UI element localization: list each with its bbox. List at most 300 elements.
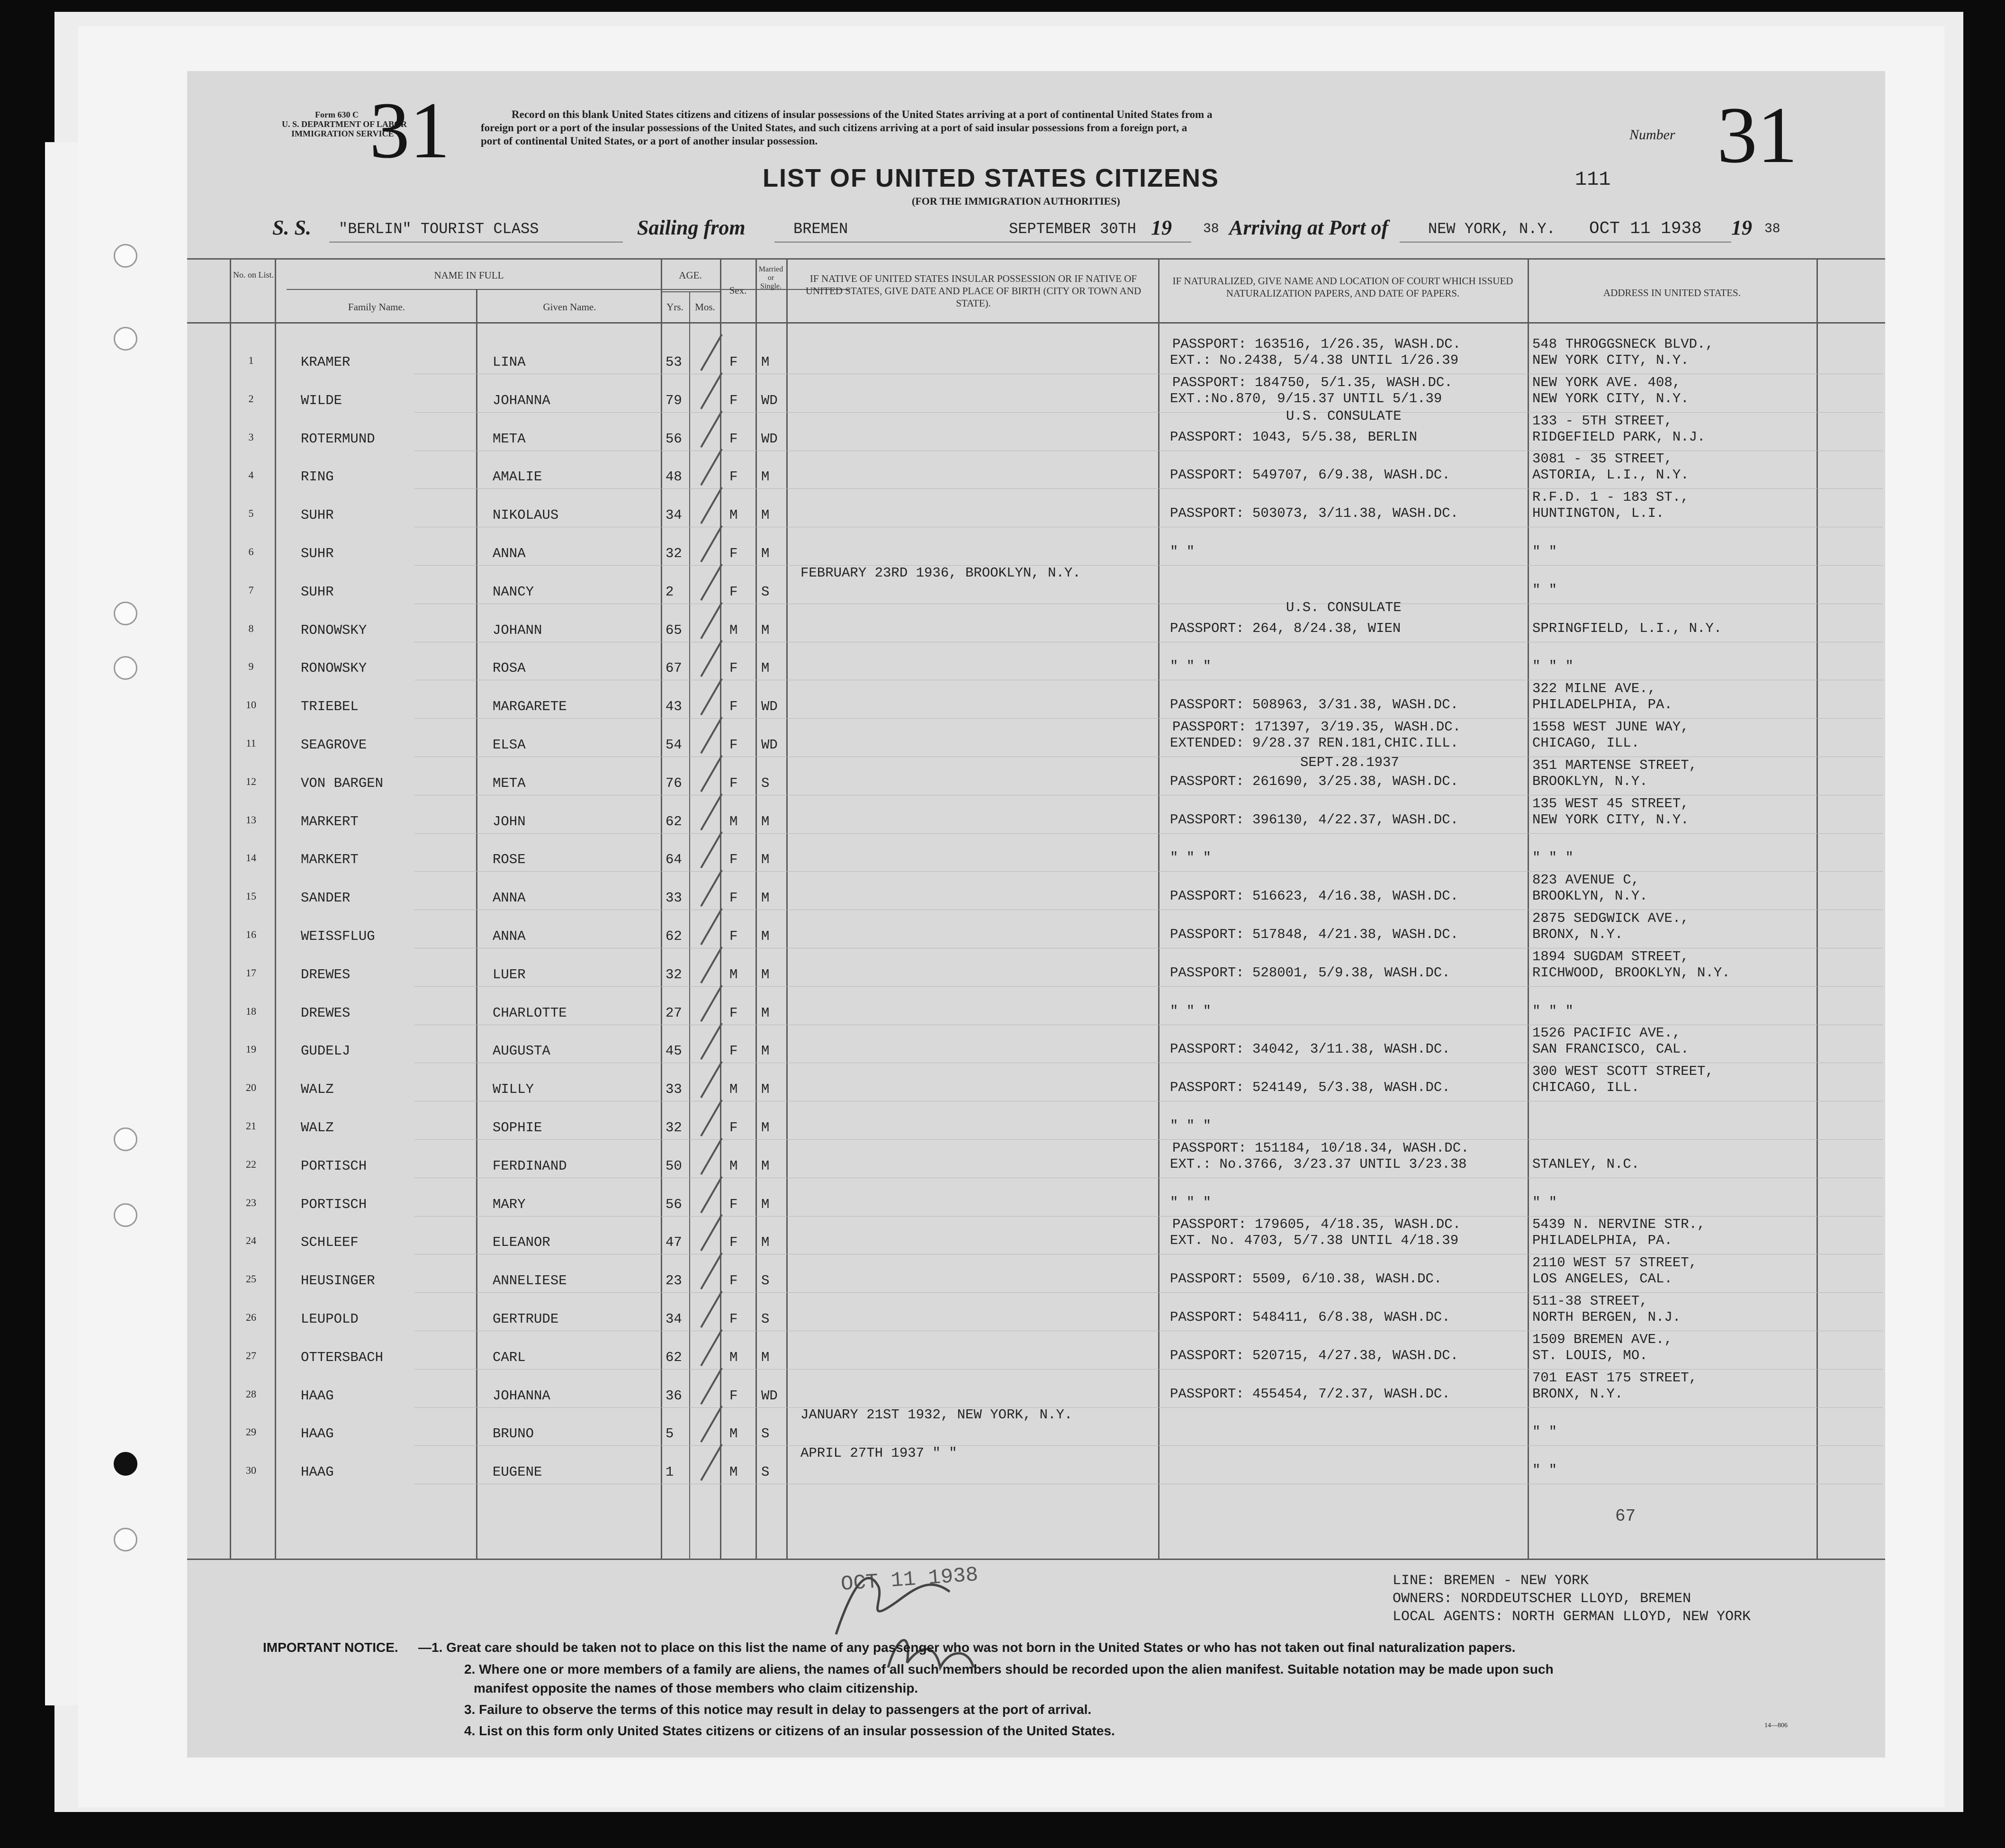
check-mark — [700, 372, 722, 409]
sex: M — [729, 966, 738, 983]
age-years: 62 — [665, 813, 682, 829]
given-name: NIKOLAUS — [493, 507, 559, 523]
table-row — [187, 1293, 1885, 1331]
row-number: 17 — [246, 966, 256, 979]
binder-hole — [114, 1452, 137, 1476]
naturalization-line-2: EXT.:No.870, 9/15.37 UNTIL 5/1.39 — [1170, 390, 1442, 406]
sex: F — [729, 1005, 738, 1021]
check-mark — [700, 1444, 722, 1481]
marital-status: WD — [761, 431, 778, 447]
address-line-2: " " " — [1532, 1003, 1574, 1019]
check-mark — [700, 1138, 722, 1175]
arriving-date: OCT 11 1938 — [1589, 219, 1702, 238]
sex: M — [729, 507, 738, 523]
table-row — [187, 1255, 1885, 1293]
sailing-date: SEPTEMBER 30TH — [1009, 220, 1136, 238]
check-mark — [700, 1329, 722, 1366]
address-line-1: R.F.D. 1 - 183 ST., — [1532, 489, 1689, 505]
check-mark — [700, 525, 722, 562]
row-number: 15 — [246, 890, 256, 902]
address-line-1: 701 EAST 175 STREET, — [1532, 1370, 1698, 1386]
family-name: VON BARGEN — [301, 775, 384, 791]
address-line-2: SPRINGFIELD, L.I., N.Y. — [1532, 620, 1722, 636]
row-number: 12 — [246, 775, 256, 787]
naturalization-line-2: PASSPORT: 517848, 4/21.38, WASH.DC. — [1170, 927, 1459, 942]
col-age: AGE. — [679, 270, 702, 281]
address-line-1: 548 THROGGSNECK BLVD., — [1532, 336, 1714, 352]
check-mark — [700, 678, 722, 715]
col-yrs: Yrs. — [666, 301, 683, 313]
passenger-count: 67 — [1615, 1506, 1636, 1526]
age-years: 53 — [665, 354, 682, 370]
family-name: RONOWSKY — [301, 660, 367, 676]
check-mark — [700, 334, 722, 371]
check-mark — [700, 1406, 722, 1442]
sex: F — [729, 1388, 738, 1404]
naturalization-line-2: " " " — [1170, 1003, 1212, 1019]
table-row — [187, 834, 1885, 872]
row-number: 10 — [246, 699, 256, 711]
naturalization-line-2: EXTENDED: 9/28.37 REN.181,CHIC.ILL. — [1170, 735, 1459, 751]
row-number: 3 — [248, 431, 254, 443]
table-row — [187, 336, 1885, 374]
age-years: 33 — [665, 890, 682, 906]
given-name: BRUNO — [493, 1426, 534, 1442]
table-row — [187, 1408, 1885, 1446]
sex: M — [729, 813, 738, 829]
given-name: CHARLOTTE — [493, 1005, 567, 1021]
notice-3: 3. Failure to observe the terms of this notice may result in delay to passengers at the port of arrival. — [464, 1702, 1092, 1717]
table-row — [187, 489, 1885, 527]
family-name: MARKERT — [301, 852, 359, 868]
address-line-2: ASTORIA, L.I., N.Y. — [1532, 467, 1689, 483]
marital-status: M — [761, 1082, 770, 1098]
given-name: META — [493, 431, 526, 447]
naturalization-line-1: PASSPORT: 163516, 1/26.35, WASH.DC. — [1172, 336, 1461, 352]
table-bottom-border — [187, 1559, 1885, 1560]
check-mark — [700, 487, 722, 524]
sex: F — [729, 737, 738, 753]
row-number: 23 — [246, 1196, 256, 1208]
naturalization-line-2: PASSPORT: 508963, 3/31.38, WASH.DC. — [1170, 697, 1459, 713]
sex: M — [729, 1426, 738, 1442]
sailing-year: 38 — [1203, 222, 1219, 236]
sex: M — [729, 1464, 738, 1480]
check-mark — [700, 449, 722, 486]
binder-hole — [114, 1203, 137, 1227]
row-number: 27 — [246, 1349, 256, 1361]
given-name: LUER — [493, 966, 526, 983]
table-row — [187, 1064, 1885, 1101]
table-row — [187, 719, 1885, 757]
check-mark — [700, 947, 722, 983]
address-line-1: 351 MARTENSE STREET, — [1532, 757, 1698, 773]
number-label: Number — [1629, 127, 1675, 143]
naturalization-line-2: PASSPORT: 520715, 4/27.38, WASH.DC. — [1170, 1347, 1459, 1363]
address-line-2: " " — [1532, 544, 1557, 559]
given-name: CARL — [493, 1349, 526, 1365]
check-mark — [700, 755, 722, 792]
address-line-1: 1894 SUGDAM STREET, — [1532, 948, 1689, 965]
binder-hole — [114, 1528, 137, 1551]
marital-status: M — [761, 1196, 770, 1212]
age-years: 2 — [665, 584, 674, 600]
sex: F — [729, 852, 738, 868]
table-row — [187, 1140, 1885, 1178]
sex: F — [729, 469, 738, 485]
given-name: META — [493, 775, 526, 791]
marital-status: M — [761, 929, 770, 944]
department: U. S. DEPARTMENT OF LABOR — [282, 119, 407, 129]
family-name: DREWES — [301, 966, 351, 983]
check-mark — [700, 1023, 722, 1060]
naturalization-line-2: PASSPORT: 455454, 7/2.37, WASH.DC. — [1170, 1386, 1450, 1402]
address-line-1: 3081 - 35 STREET, — [1532, 451, 1672, 467]
age-years: 32 — [665, 546, 682, 561]
naturalization-line-2: PASSPORT: 528001, 5/9.38, WASH.DC. — [1170, 965, 1450, 981]
address-line-1: 2875 SEDGWICK AVE., — [1532, 910, 1689, 926]
sex: F — [729, 890, 738, 906]
marital-status: WD — [761, 1388, 778, 1404]
check-mark — [700, 1253, 722, 1289]
col-birth: IF NATIVE OF UNITED STATES INSULAR POSSESSION OR IF NATIVE OF UNITED STATES, GIVE DATE AND PLACE OF BIRTH (CITY OR TOWN AND STATE). — [805, 273, 1142, 309]
address-line-1: 2110 WEST 57 STREET, — [1532, 1255, 1698, 1271]
marital-status: M — [761, 1120, 770, 1136]
check-mark — [700, 602, 722, 639]
check-mark — [700, 793, 722, 830]
address-line-1: 322 MILNE AVE., — [1532, 681, 1656, 697]
address-line-1: 1526 PACIFIC AVE., — [1532, 1025, 1681, 1041]
table-row — [187, 408, 1885, 451]
naturalization-line-2: EXT. No. 4703, 5/7.38 UNTIL 4/18.39 — [1170, 1233, 1459, 1249]
sex: F — [729, 546, 738, 561]
age-years: 76 — [665, 775, 682, 791]
marital-status: M — [761, 660, 770, 676]
table-row — [187, 754, 1885, 795]
arrival-stamp: OCT 11 1938 — [840, 1563, 979, 1597]
check-mark — [700, 1176, 722, 1213]
ss-label: S. S. — [272, 216, 311, 239]
table-row — [187, 528, 1885, 566]
naturalization-line-1: PASSPORT: 184750, 5/1.35, WASH.DC. — [1172, 374, 1453, 390]
row-number: 7 — [248, 584, 254, 596]
age-years: 50 — [665, 1158, 682, 1174]
binder-hole — [114, 656, 137, 680]
address-line-2: STANLEY, N.C. — [1532, 1156, 1640, 1172]
marital-status: WD — [761, 737, 778, 753]
family-name: RONOWSKY — [301, 622, 367, 638]
address-line-2: NEW YORK CITY, N.Y. — [1532, 390, 1689, 406]
birth-info: FEBRUARY 23RD 1936, BROOKLYN, N.Y. — [800, 565, 1081, 581]
marital-status: S — [761, 1426, 770, 1442]
row-number: 26 — [246, 1311, 256, 1323]
table-row — [187, 642, 1885, 680]
family-name: MARKERT — [301, 813, 359, 829]
age-years: 54 — [665, 737, 682, 753]
row-number: 29 — [246, 1426, 256, 1438]
given-name: JOHANNA — [493, 392, 550, 408]
table-row — [187, 681, 1885, 719]
print-code: 14—806 — [1764, 1722, 1788, 1729]
instruction-line: Record on this blank United States citizens and citizens of insular possessions of the United States arriving at a port of continental United States from a — [512, 108, 1213, 120]
row-number: 11 — [246, 737, 256, 749]
naturalization-line-2: " " — [1170, 544, 1195, 559]
service: IMMIGRATION SERVICE — [291, 129, 394, 138]
family-name: ROTERMUND — [301, 431, 375, 447]
col-mos: Mos. — [695, 301, 715, 313]
naturalization-line-2: PASSPORT: 516623, 4/16.38, WASH.DC. — [1170, 888, 1459, 904]
address-line-2: " " — [1532, 1462, 1557, 1478]
col-given-name: Given Name. — [543, 301, 596, 313]
table-row — [187, 796, 1885, 834]
number-extra: 111 — [1575, 168, 1611, 191]
naturalization-line-2: PASSPORT: 549707, 6/9.38, WASH.DC. — [1170, 467, 1450, 483]
family-name: HEUSINGER — [301, 1273, 375, 1289]
naturalization-line-2: " " " — [1170, 1194, 1212, 1210]
binder-hole — [114, 602, 137, 625]
row-number: 22 — [246, 1158, 256, 1170]
row-number: 20 — [246, 1082, 256, 1094]
marital-status: M — [761, 1235, 770, 1251]
naturalization-line-2: PASSPORT: 34042, 3/11.38, WASH.DC. — [1170, 1041, 1450, 1057]
marital-status: S — [761, 1273, 770, 1289]
instruction-line: port of continental United States, or a port of another insular possession. — [481, 135, 818, 147]
address-line-2: BROOKLYN, N.Y. — [1532, 888, 1648, 904]
address-line-1: 823 AVENUE C, — [1532, 872, 1640, 888]
table-row — [187, 451, 1885, 489]
given-name: GERTRUDE — [493, 1311, 559, 1327]
naturalization-line-1: U.S. CONSULATE — [1286, 408, 1402, 424]
age-years: 67 — [665, 660, 682, 676]
list-number-left: 31 — [369, 86, 450, 175]
notice-4: 4. List on this form only United States citizens or citizens of an insular possession of the United States. — [464, 1723, 1115, 1738]
row-number: 9 — [248, 660, 254, 673]
table-row — [187, 1370, 1885, 1408]
marital-status: S — [761, 1464, 770, 1480]
address-line-2: NORTH BERGEN, N.J. — [1532, 1309, 1681, 1325]
sex: F — [729, 354, 738, 370]
given-name: ANNELIESE — [493, 1273, 567, 1289]
marital-status: M — [761, 1349, 770, 1365]
naturalization-line-2: " " " — [1170, 1118, 1212, 1134]
check-mark — [700, 1061, 722, 1098]
birth-info: JANUARY 21ST 1932, NEW YORK, N.Y. — [800, 1407, 1073, 1423]
given-name: ANNA — [493, 546, 526, 561]
naturalization-line-1: PASSPORT: 179605, 4/18.35, WASH.DC. — [1172, 1217, 1461, 1233]
given-name: AUGUSTA — [493, 1043, 550, 1059]
col-married: Married or Single. — [758, 265, 783, 290]
table-row — [187, 987, 1885, 1025]
given-name: SOPHIE — [493, 1120, 542, 1136]
age-years: 32 — [665, 1120, 682, 1136]
marital-status: WD — [761, 699, 778, 715]
given-name: ELSA — [493, 737, 526, 753]
check-mark — [700, 870, 722, 907]
marital-status: M — [761, 546, 770, 561]
family-name: WEISSFLUG — [301, 929, 375, 944]
marital-status: M — [761, 622, 770, 638]
age-years: 34 — [665, 507, 682, 523]
address-line-2: " " — [1532, 1194, 1557, 1210]
family-name: SCHLEEF — [301, 1235, 359, 1251]
row-number: 5 — [248, 507, 254, 520]
given-name: EUGENE — [493, 1464, 542, 1480]
naturalization-line-2: PASSPORT: 261690, 3/25.38, WASH.DC. — [1170, 773, 1459, 789]
naturalization-line-2: EXT.: No.3766, 3/23.37 UNTIL 3/23.38 — [1170, 1156, 1467, 1172]
age-years: 48 — [665, 469, 682, 485]
check-mark — [700, 564, 722, 601]
family-name: HAAG — [301, 1464, 334, 1480]
age-years: 79 — [665, 392, 682, 408]
family-name: SUHR — [301, 584, 334, 600]
col-address: ADDRESS IN UNITED STATES. — [1603, 287, 1741, 298]
family-name: DREWES — [301, 1005, 351, 1021]
sex: M — [729, 1349, 738, 1365]
given-name: AMALIE — [493, 469, 542, 485]
marital-status: M — [761, 966, 770, 983]
naturalization-line-2: " " " — [1170, 850, 1212, 866]
given-name: FERDINAND — [493, 1158, 567, 1174]
sex: M — [729, 1082, 738, 1098]
col-no: No. on List. — [233, 270, 274, 279]
age-years: 43 — [665, 699, 682, 715]
address-line-2: RIDGEFIELD PARK, N.J. — [1532, 429, 1706, 445]
row-number: 19 — [246, 1043, 256, 1055]
instructions — [481, 108, 1212, 148]
marital-status: M — [761, 813, 770, 829]
binder-hole — [114, 244, 137, 268]
check-mark — [700, 984, 722, 1021]
address-line-2: NEW YORK CITY, N.Y. — [1532, 811, 1689, 828]
age-years: 47 — [665, 1235, 682, 1251]
address-line-1: NEW YORK AVE. 408, — [1532, 374, 1681, 390]
arriving-year: 38 — [1764, 222, 1780, 236]
naturalization-line-2: PASSPORT: 5509, 6/10.38, WASH.DC. — [1170, 1271, 1442, 1287]
sex: F — [729, 1196, 738, 1212]
col-naturalized: IF NATURALIZED, GIVE NAME AND LOCATION OF COURT WHICH ISSUED NATURALIZATION PAPERS, AND DATE OF PAPERS. — [1172, 275, 1513, 299]
marital-status: S — [761, 584, 770, 600]
family-name: OTTERSBACH — [301, 1349, 384, 1365]
naturalization-line-2: PASSPORT: 1043, 5/5.38, BERLIN — [1170, 429, 1418, 445]
sex: F — [729, 775, 738, 791]
marital-status: M — [761, 1043, 770, 1059]
address-line-2: SAN FRANCISCO, CAL. — [1532, 1041, 1689, 1057]
family-name: SEAGROVE — [301, 737, 367, 753]
row-number: 25 — [246, 1273, 256, 1285]
sailing-label: Sailing from — [637, 216, 746, 239]
given-name: MARGARETE — [493, 699, 567, 715]
sex: M — [729, 622, 738, 638]
marital-status: S — [761, 1311, 770, 1327]
col-sex: Sex. — [729, 285, 747, 296]
list-number-right: 31 — [1717, 90, 1798, 180]
naturalization-line-2: PASSPORT: 524149, 5/3.38, WASH.DC. — [1170, 1080, 1450, 1096]
form-number: Form 630 C — [315, 110, 359, 119]
shipping-line: LINE: BREMEN - NEW YORK — [1393, 1573, 1589, 1589]
ship-name: "BERLIN" TOURIST CLASS — [339, 220, 539, 238]
row-number: 4 — [248, 469, 254, 481]
given-name: ROSE — [493, 852, 526, 868]
given-name: ELEANOR — [493, 1235, 550, 1251]
arriving-label: Arriving at Port of — [1229, 216, 1389, 239]
given-name: ANNA — [493, 890, 526, 906]
row-number: 14 — [246, 852, 256, 864]
address-line-2: NEW YORK CITY, N.Y. — [1532, 352, 1689, 368]
address-line-1: 1509 BREMEN AVE., — [1532, 1331, 1672, 1347]
given-name: WILLY — [493, 1082, 534, 1098]
age-years: 65 — [665, 622, 682, 638]
age-years: 33 — [665, 1082, 682, 1098]
age-years: 34 — [665, 1311, 682, 1327]
given-name: ROSA — [493, 660, 526, 676]
address-line-2: " " — [1532, 582, 1557, 598]
row-number: 18 — [246, 1005, 256, 1017]
table-row — [187, 872, 1885, 910]
row-number: 13 — [246, 813, 256, 826]
notice-2-continued: manifest opposite the names of those members who claim citizenship. — [474, 1681, 918, 1695]
table-row — [187, 910, 1885, 948]
owners: OWNERS: NORDDEUTSCHER LLOYD, BREMEN — [1393, 1591, 1691, 1607]
family-name: WILDE — [301, 392, 342, 408]
age-years: 1 — [665, 1464, 674, 1480]
marital-status: M — [761, 469, 770, 485]
row-number: 2 — [248, 392, 254, 405]
age-years: 56 — [665, 431, 682, 447]
local-agents: LOCAL AGENTS: NORTH GERMAN LLOYD, NEW YORK — [1393, 1609, 1751, 1625]
binder-hole — [114, 1127, 137, 1151]
address-line-2: LOS ANGELES, CAL. — [1532, 1271, 1672, 1287]
naturalization-line-2: PASSPORT: 396130, 4/22.37, WASH.DC. — [1170, 811, 1459, 828]
age-years: 23 — [665, 1273, 682, 1289]
line-info — [1393, 1572, 1751, 1626]
given-name: ANNA — [493, 929, 526, 944]
given-name: JOHANN — [493, 622, 542, 638]
address-line-1: 300 WEST SCOTT STREET, — [1532, 1064, 1714, 1080]
age-years: 64 — [665, 852, 682, 868]
check-mark — [700, 640, 722, 677]
check-mark — [700, 908, 722, 945]
age-years: 62 — [665, 929, 682, 944]
notice-1: —1. Great care should be taken not to place on this list the name of any passenger who was not born in the United States or who has not taken out final naturalization papers. — [418, 1640, 1516, 1655]
marital-status: M — [761, 852, 770, 868]
manifest-form — [187, 71, 1885, 1758]
given-name: JOHN — [493, 813, 526, 829]
instruction-line: foreign port or a port of the insular possessions of the United States, and such citizens arriving at a port of said insular possessions from a foreign port, a — [481, 122, 1187, 134]
sex: F — [729, 584, 738, 600]
marital-status: M — [761, 507, 770, 523]
family-name: SUHR — [301, 546, 334, 561]
naturalization-line-1: PASSPORT: 171397, 3/19.35, WASH.DC. — [1172, 719, 1461, 735]
family-name: RING — [301, 469, 334, 485]
address-line-2: BRONX, N.Y. — [1532, 1386, 1623, 1402]
naturalization-line-1: U.S. CONSULATE — [1286, 599, 1402, 615]
row-number: 1 — [248, 354, 254, 366]
naturalization-line-2: PASSPORT: 503073, 3/11.38, WASH.DC. — [1170, 505, 1459, 522]
table-row — [187, 599, 1885, 642]
age-years: 36 — [665, 1388, 682, 1404]
sex: F — [729, 392, 738, 408]
family-name: KRAMER — [301, 354, 351, 370]
family-name: PORTISCH — [301, 1196, 367, 1212]
given-name: MARY — [493, 1196, 526, 1212]
age-years: 45 — [665, 1043, 682, 1059]
age-years: 5 — [665, 1426, 674, 1442]
family-name: PORTISCH — [301, 1158, 367, 1174]
table-row — [187, 1025, 1885, 1063]
family-name: HAAG — [301, 1388, 334, 1404]
table-row — [187, 1102, 1885, 1140]
row-number: 8 — [248, 622, 254, 634]
